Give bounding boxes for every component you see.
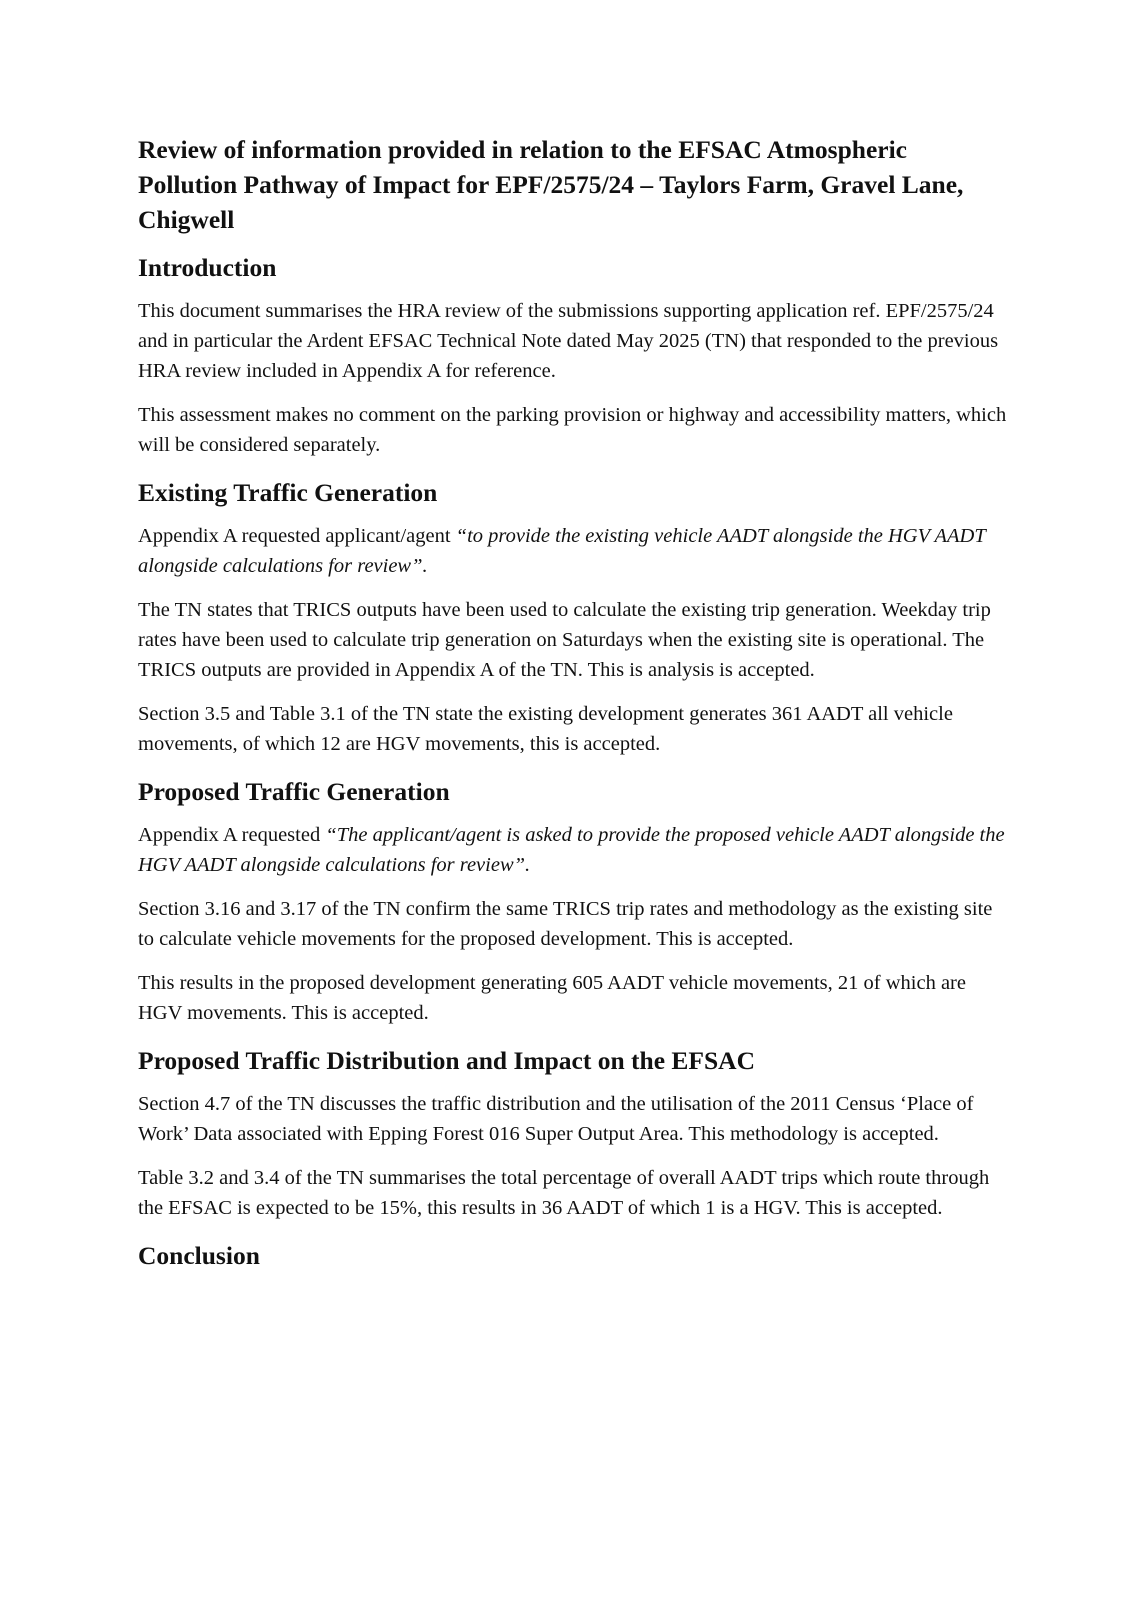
existing-request-quote: “to provide the existing vehicle AADT alongside the HGV AADT alongside calculations for review”. <box>138 525 986 577</box>
proposed-paragraph-2: Section 3.16 and 3.17 of the TN confirm the same TRICS trip rates and methodology as the existing site to calculate vehicle movements for the proposed development. This is accepted. <box>138 898 993 950</box>
proposed-paragraph-1-text: Appendix A requested <box>138 824 326 846</box>
heading-existing-traffic-generation: Existing Traffic Generation <box>138 478 438 507</box>
section-existing-traffic-generation <box>138 476 1008 759</box>
distribution-paragraph-2: Table 3.2 and 3.4 of the TN summarises the total percentage of overall AADT trips which route through the EFSAC is expected to be 15%, this results in 36 AADT of which 1 is a HGV. This is accepted. <box>138 1167 990 1219</box>
existing-paragraph-1 <box>138 521 1008 581</box>
introduction-paragraph-2: This assessment makes no comment on the parking provision or highway and accessibility matters, which will be considered separately. <box>138 404 1007 456</box>
document-title: Review of information provided in relation to the EFSAC Atmospheric Pollution Pathway of Impact for EPF/2575/24 – Taylors Farm, Gravel Lane, Chigwell <box>138 135 964 234</box>
section-traffic-distribution <box>138 1044 1008 1223</box>
existing-paragraph-2: The TN states that TRICS outputs have been used to calculate the existing trip generation. Weekday trip rates have been used to calculate trip generation on Saturdays when the existing site is operational. The TRICS outputs are provided in Appendix A of the TN. This is analysis is accepted. <box>138 599 991 681</box>
heading-introduction: Introduction <box>138 253 277 282</box>
document-page <box>138 132 1008 1284</box>
heading-traffic-distribution: Proposed Traffic Distribution and Impact on the EFSAC <box>138 1046 756 1075</box>
heading-proposed-traffic-generation: Proposed Traffic Generation <box>138 777 450 806</box>
introduction-paragraph-1: This document summarises the HRA review of the submissions supporting application ref. EPF/2575/24 and in particular the Ardent EFSAC Technical Note dated May 2025 (TN) that responded to the previous HRA review included in Appendix A for reference. <box>138 300 999 382</box>
existing-paragraph-3: Section 3.5 and Table 3.1 of the TN state the existing development generates 361 AADT all vehicle movements, of which 12 are HGV movements, this is accepted. <box>138 703 953 755</box>
proposed-paragraph-3: This results in the proposed development generating 605 AADT vehicle movements, 21 of which are HGV movements. This is accepted. <box>138 972 966 1024</box>
heading-conclusion: Conclusion <box>138 1241 260 1270</box>
section-conclusion <box>138 1239 1008 1272</box>
distribution-paragraph-1: Section 4.7 of the TN discusses the traffic distribution and the utilisation of the 2011 Census ‘Place of Work’ Data associated with Epping Forest 016 Super Output Area. This methodology is accepted. <box>138 1093 974 1145</box>
section-introduction <box>138 251 1008 460</box>
section-proposed-traffic-generation <box>138 775 1008 1028</box>
proposed-request-quote: “The applicant/agent is asked to provide the proposed vehicle AADT alongside the HGV AADT alongside calculations for review”. <box>138 824 1005 876</box>
existing-paragraph-1-text: Appendix A requested applicant/agent <box>138 525 456 547</box>
proposed-paragraph-1 <box>138 820 1008 880</box>
